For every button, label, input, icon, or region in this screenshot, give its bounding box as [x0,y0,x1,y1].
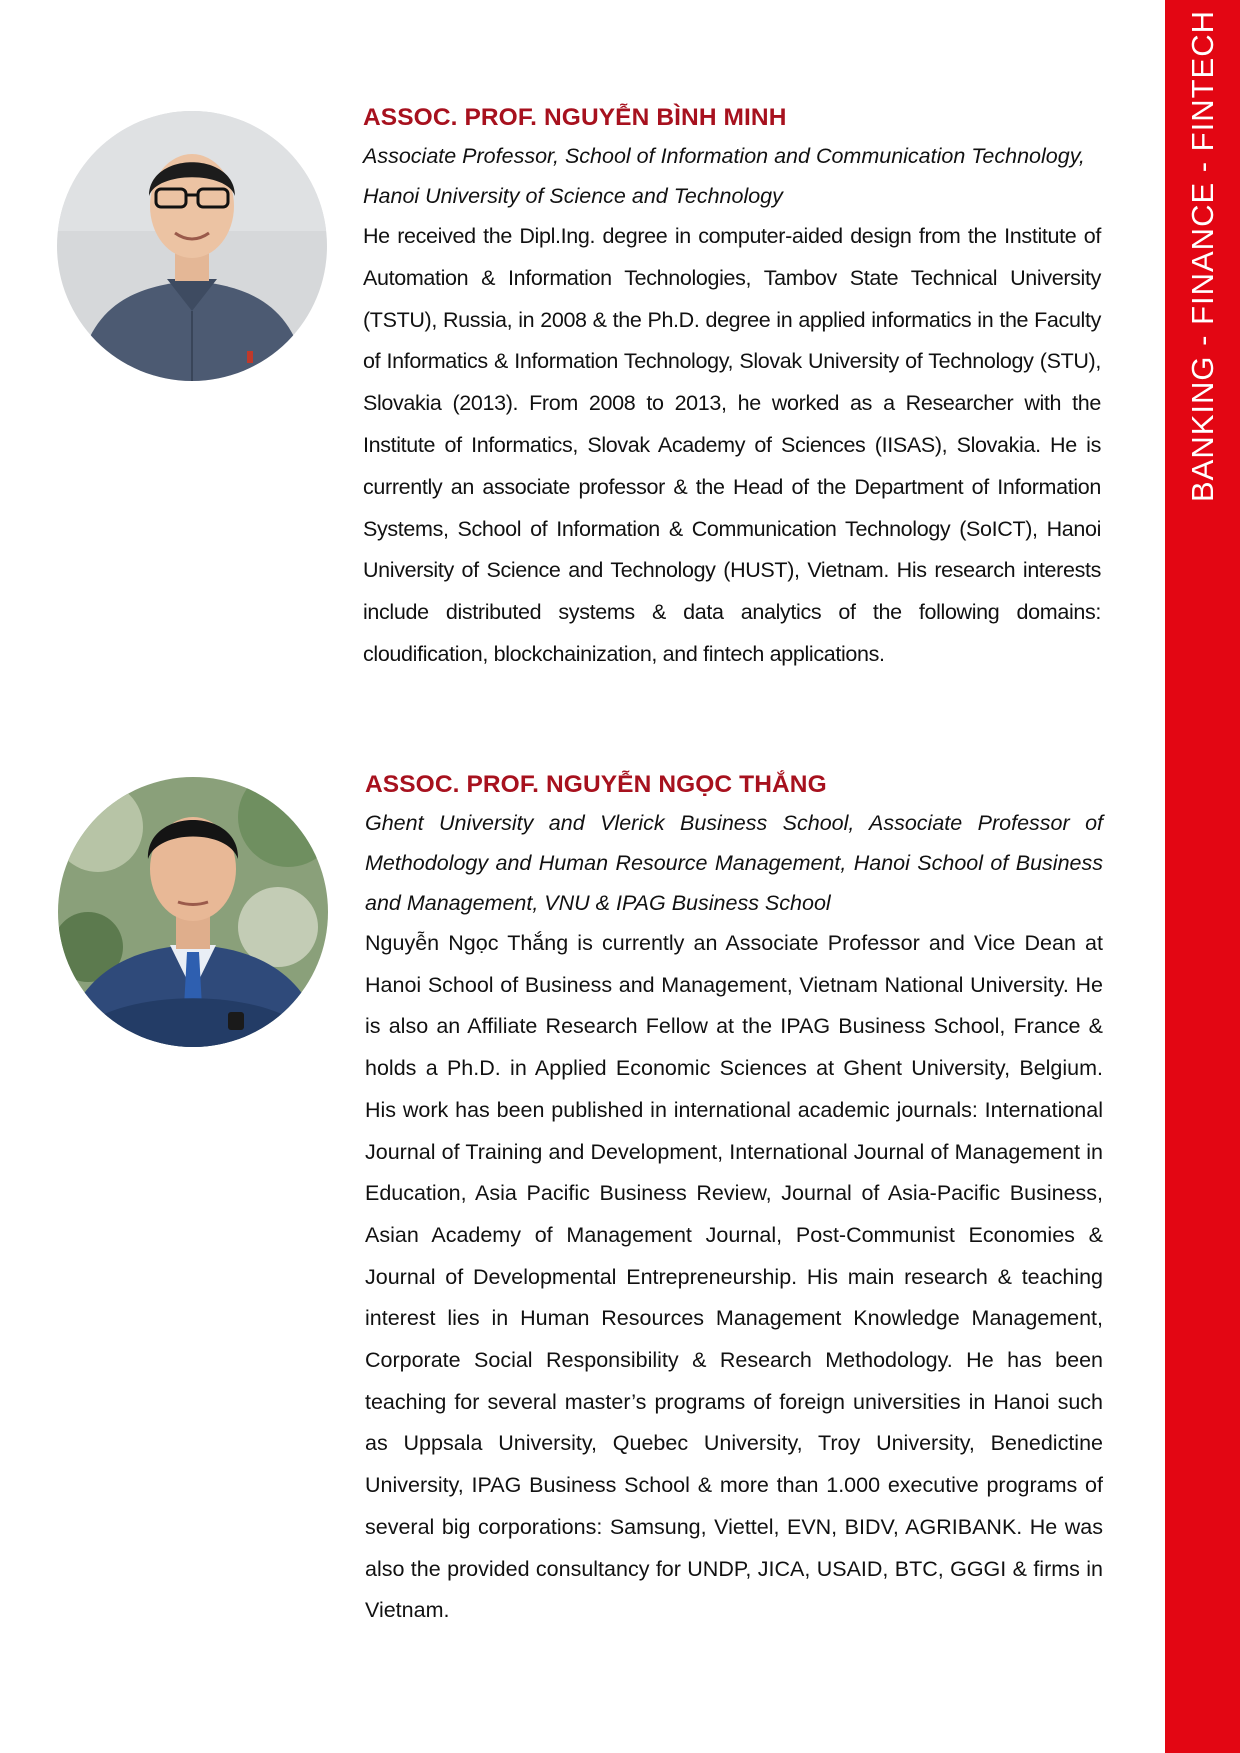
profile-bio: Nguyễn Ngọc Thắng is currently an Associate Professor and Vice Dean at Hanoi School of Business and Management, Vietnam National University. He is also an Affiliate Research Fellow at the IPAG Business School, France & holds a Ph.D. in Applied Economic Sciences at Ghent University, Belgium. His work has been published in international academic journals: International Journal of Training and Development, International Journal of Management in Education, Asia Pacific Business Review, Journal of Asia-Pacific Business, Asian Academy of Management Journal, Post-Communist Economies & Journal of Developmental Entrepreneurship. His main research & teaching interest lies in Human Resources Management Knowledge Management, Corporate Social Responsibility & Research Methodology. He has been teaching for several master’s programs of foreign universities in Hanoi such as Uppsala University, Quebec University, Troy University, Benedictine University, IPAG Business School & more than 1.000 executive programs of several big corporations: Samsung, Viettel, EVN, BIDV, AGRIBANK. He was also the provided consultancy for UNDP, JICA, USAID, BTC, GGGI & firms in Vietnam. [365,931,1103,1623]
profile-name: ASSOC. PROF. NGUYỄN NGỌC THẮNG [365,771,827,798]
side-band [1165,0,1240,1753]
profile-photo [57,111,327,381]
profile-text [365,767,1103,1632]
profile-bio: He received the Dipl.Ing. degree in computer-aided design from the Institute of Automation & Information Technologies, Tambov State Technical University (TSTU), Russia, in 2008 & the Ph.D. degree in applied informatics in the Faculty of Informatics & Information Technology, Slovak University of Technology (STU), Slovakia (2013). From 2008 to 2013, he worked as a Researcher with the Institute of Informatics, Slovak Academy of Sciences (IISAS), Slovakia. He is currently an associate professor & the Head of the Department of Information Systems, School of Information & Communication Technology (SoICT), Hanoi University of Science and Technology (HUST), Vietnam. His research interests include distributed systems & data analytics of the following domains: cloudification, blockchainization, and fintech applications. [363,224,1101,666]
profile-text [363,100,1101,676]
profile-role: Ghent University and Vlerick Business School, Associate Professor of Methodology and Human Resource Management, Hanoi School of Business and Management, VNU & IPAG Business School [365,811,1103,915]
profile-photo [58,777,328,1047]
profile-name: ASSOC. PROF. NGUYỄN BÌNH MINH [363,104,787,131]
side-band-label: BANKING - FINANCE - FINTECH [1184,9,1220,503]
profile-role: Associate Professor, School of Information and Communication Technology, Hanoi University of Science and Technology [363,144,1085,208]
